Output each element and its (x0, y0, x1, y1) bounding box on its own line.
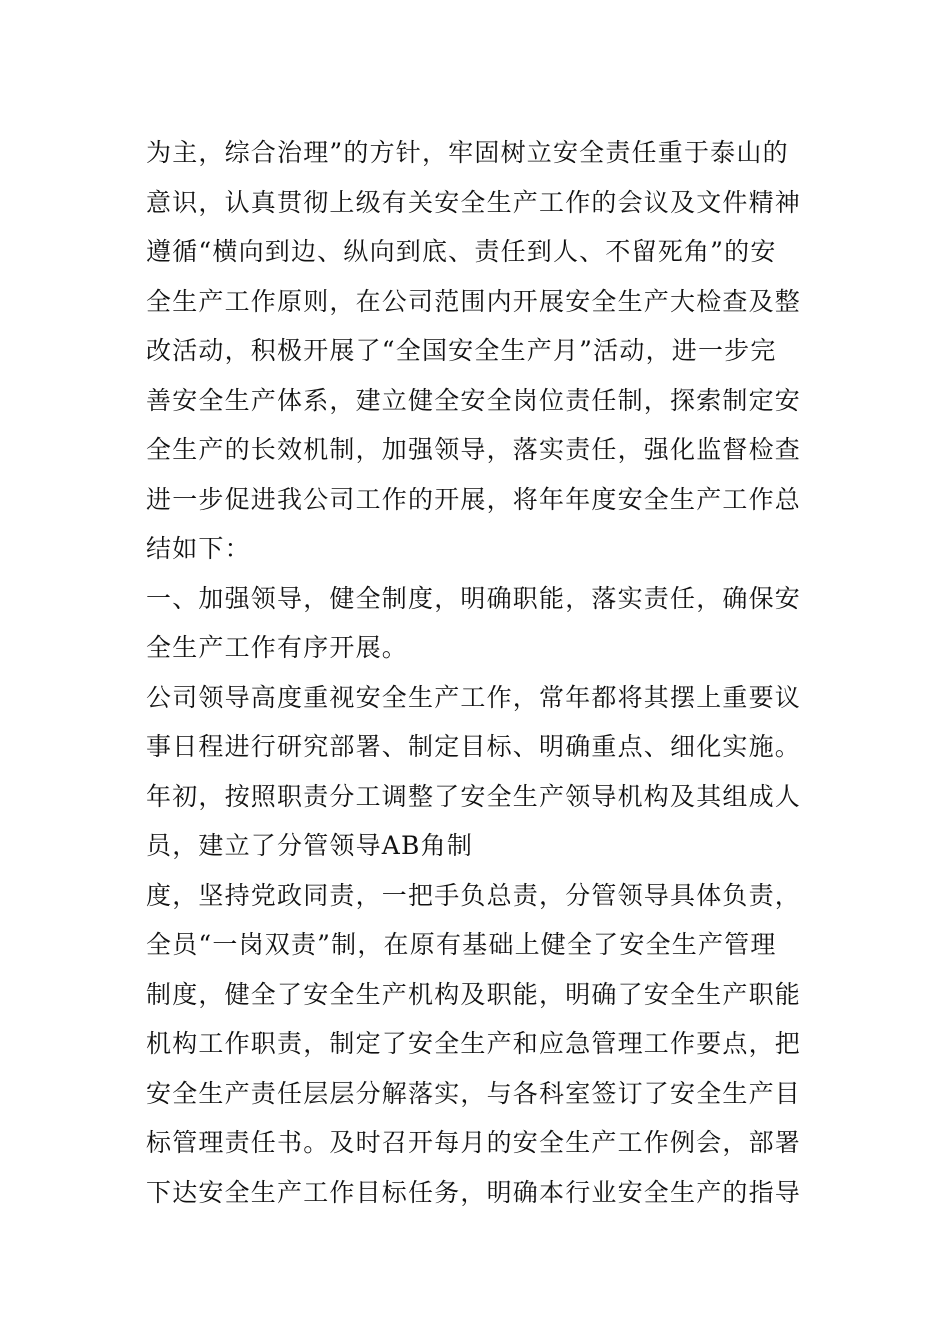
section-heading-continued: 全生产工作有序开展。 (146, 633, 409, 662)
text-line: 改活动，积极开展了“全国安全生产月”活动，进一步完 (146, 336, 777, 365)
document-body (146, 128, 816, 1217)
text-line: 意识，认真贯彻上级有关安全生产工作的会议及文件精神 (146, 187, 802, 217)
text-line: 进一步促进我公司工作的开展，将年年度安全生产工作总 (146, 484, 802, 514)
text-line: 标管理责任书。及时召开每月的安全生产工作例会，部署 (146, 1128, 802, 1157)
text-line: 公司领导高度重视安全生产工作，常年都将其摆上重要议 (146, 682, 802, 712)
text-line: 事日程进行研究部署、制定目标、明确重点、细化实施。 (146, 732, 802, 761)
section-heading: 一、加强领导，健全制度，明确职能，落实责任，确保安 (146, 583, 802, 613)
text-line: 遵循“横向到边、纵向到底、责任到人、不留死角”的安 (146, 237, 777, 266)
text-line: 全生产工作原则，在公司范围内开展安全生产大检查及整 (146, 286, 802, 316)
text-line: 为主，综合治理”的方针，牢固树立安全责任重于泰山的 (146, 138, 789, 167)
text-line: 机构工作职责，制定了安全生产和应急管理工作要点，把 (146, 1029, 802, 1058)
text-line: 下达安全生产工作目标任务，明确本行业安全生产的指导 (146, 1177, 802, 1207)
text-line: 全生产的长效机制，加强领导，落实责任，强化监督检查 (146, 435, 802, 464)
text-line: 年初，按照职责分工调整了安全生产领导机构及其组成人 (146, 781, 802, 811)
text-line: 安全生产责任层层分解落实，与各科室签订了安全生产目 (146, 1078, 802, 1108)
text-line: 结如下： (146, 534, 251, 563)
text-line: 度，坚持党政同责，一把手负总责，分管领导具体负责， (146, 880, 802, 910)
text-line: 善安全生产体系，建立健全安全岗位责任制，探索制定安 (146, 385, 802, 415)
text-line: 员，建立了分管领导AB角制 (146, 831, 474, 860)
text-line: 全员“一岗双责”制，在原有基础上健全了安全生产管理 (146, 930, 777, 959)
text-line: 制度，健全了安全生产机构及职能，明确了安全生产职能 (146, 979, 802, 1009)
